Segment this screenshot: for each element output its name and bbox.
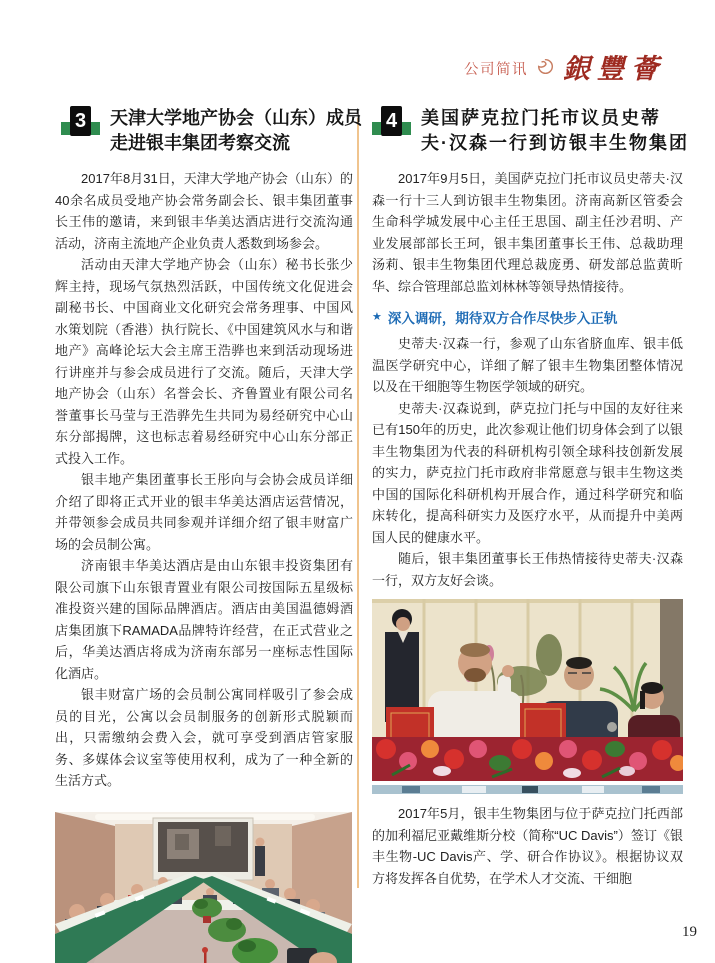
projector-screen (153, 818, 253, 880)
badge-green-block (372, 122, 381, 135)
banquet-reception-photo (372, 599, 683, 794)
title-line: 天津大学地产协会（山东）成员 (110, 108, 362, 128)
paragraph: 济南银丰华美达酒店是由山东银丰投资集团有限公司旗下山东银青置业有限公司按国际五星级标准投资兴建的国际品牌酒店。酒店由美国温德姆酒店集团旗下RAMADA品牌特许经营，在正式营业之后，华美达酒店将成为济南东部另一座标志性国际化酒店。 (55, 558, 353, 681)
paragraph: 2017年8月31日，天津大学地产协会（山东）的40余名成员受地产协会常务副会长、银丰集团董事长王伟的邀请，来到银丰华美达酒店进行交流沟通活动，济南主流地产企业负责人悉数到场参会。 (55, 171, 353, 251)
article-number-badge (61, 106, 100, 136)
article-number-badge (372, 106, 411, 136)
article-title (110, 106, 362, 156)
title-line: 夫·汉森一行到访银丰生物集团 (421, 133, 689, 153)
paragraph: 史蒂夫·汉森说到，萨克拉门托与中国的友好往来已有150年的历史，此次参观让他们切身体会到了以银丰生物集团为代表的科研机构引领全球科技创新发展的实力，萨克拉门托市政府非常愿意与银丰生物这类中国的国际化科研机构开展合作，通过科学研究和临床转化，提高科研实力及医疗水平，从而提升中美两国人民的健康水平。 (372, 400, 683, 545)
subhead (372, 307, 683, 327)
spiral-swirl-icon (537, 58, 554, 80)
article-title (421, 106, 689, 156)
column-divider (357, 118, 359, 888)
article-3-title-row (55, 106, 362, 156)
bottom-photo-strip (372, 785, 683, 794)
brand-calligraphy: 銀豐薈 (563, 54, 665, 85)
flower-arrangement (372, 737, 683, 781)
article-body (55, 168, 353, 792)
article-4-title-row (372, 106, 689, 156)
standing-presenter (255, 837, 265, 876)
conference-room-photo (55, 812, 352, 963)
article-body-continued (372, 803, 683, 889)
badge-green-block (402, 122, 411, 135)
article-4 (372, 106, 689, 889)
wine-glass (607, 722, 617, 732)
subhead-text: 深入调研，期待双方合作尽快步入正轨 (387, 311, 618, 326)
star-icon: ★ (372, 310, 382, 323)
badge-green-block (91, 122, 100, 135)
paragraph: 史蒂夫·汉森一行，参观了山东省脐血库、银丰低温医学研究中心，详细了解了银丰生物集团整体情况以及在干细胞等生物医学领域的研究。 (372, 336, 683, 394)
article-3 (55, 106, 362, 963)
badge-number: 3 (70, 106, 91, 136)
paragraph: 银丰地产集团董事长王彤向与会协会成员详细介绍了即将正式开业的银丰华美达酒店运营情况，并带领参会成员共同参观并详细介绍了银丰财富广场的会员制公寓。 (55, 472, 353, 552)
paragraph: 活动由天津大学地产协会（山东）秘书长张少辉主持，现场气氛热烈活跃，中国传统文化促进会副秘书长、中国商业文化研究会常务理事、中国风水策划院（香港）执行院长、《中国建筑风水与和谐地产》高峰论坛大会主席王浩骅也来到活动现场进行讲座并与参会成员进行了交流。随后，天津大学地产协会（山东）名誉会长、齐鲁置业有限公司名誉董事长马莹与王浩骅先生共同为易经研究中心山东分部揭牌，这也标志着易经研究中心山东分部正式投入工作。 (55, 257, 353, 466)
paragraph: 2017年9月5日，美国萨克拉门托市议员史蒂夫·汉森一行十三人到访银丰生物集团。济南高新区管委会生命科学城发展中心主任王思国、副主任沙君明、产业发展部部长王珂，银丰集团董事长王伟、总裁助理汤莉、银丰生物集团代理总裁庞勇、研发部总监黄昕华、综合管理部总监刘林林等领导热情接待。 (372, 171, 683, 294)
title-line: 走进银丰集团考察交流 (110, 133, 290, 153)
title-line: 美国萨克拉门托市议员史蒂 (421, 108, 661, 128)
paragraph: 银丰财富广场的会员制公寓同样吸引了参会成员的目光，公寓以会员制服务的创新形式脱颖而出，只需缴纳会费入会，就可享受到酒店管家服务、多媒体会议室等使用权利，成为了一种全新的生活方式。 (55, 687, 353, 788)
page-number: 19 (682, 924, 697, 940)
photo-gap (372, 781, 683, 785)
article-body (372, 168, 683, 591)
badge-number: 4 (381, 106, 402, 136)
page-header (464, 56, 665, 83)
paragraph: 2017年5月，银丰生物集团与位于萨克拉门托西部的加利福尼亚戴维斯分校（简称“UC Davis”）签订《银丰生物-UC Davis产、学、研合作协议》。根据协议双方将发挥各自优势，在学术人才交流、干细胞 (372, 806, 683, 886)
paragraph: 随后，银丰集团董事长王伟热情接待史蒂夫·汉森一行，双方友好会谈。 (372, 551, 683, 588)
badge-green-block (61, 122, 70, 135)
section-label: 公司简讯 (464, 62, 528, 78)
